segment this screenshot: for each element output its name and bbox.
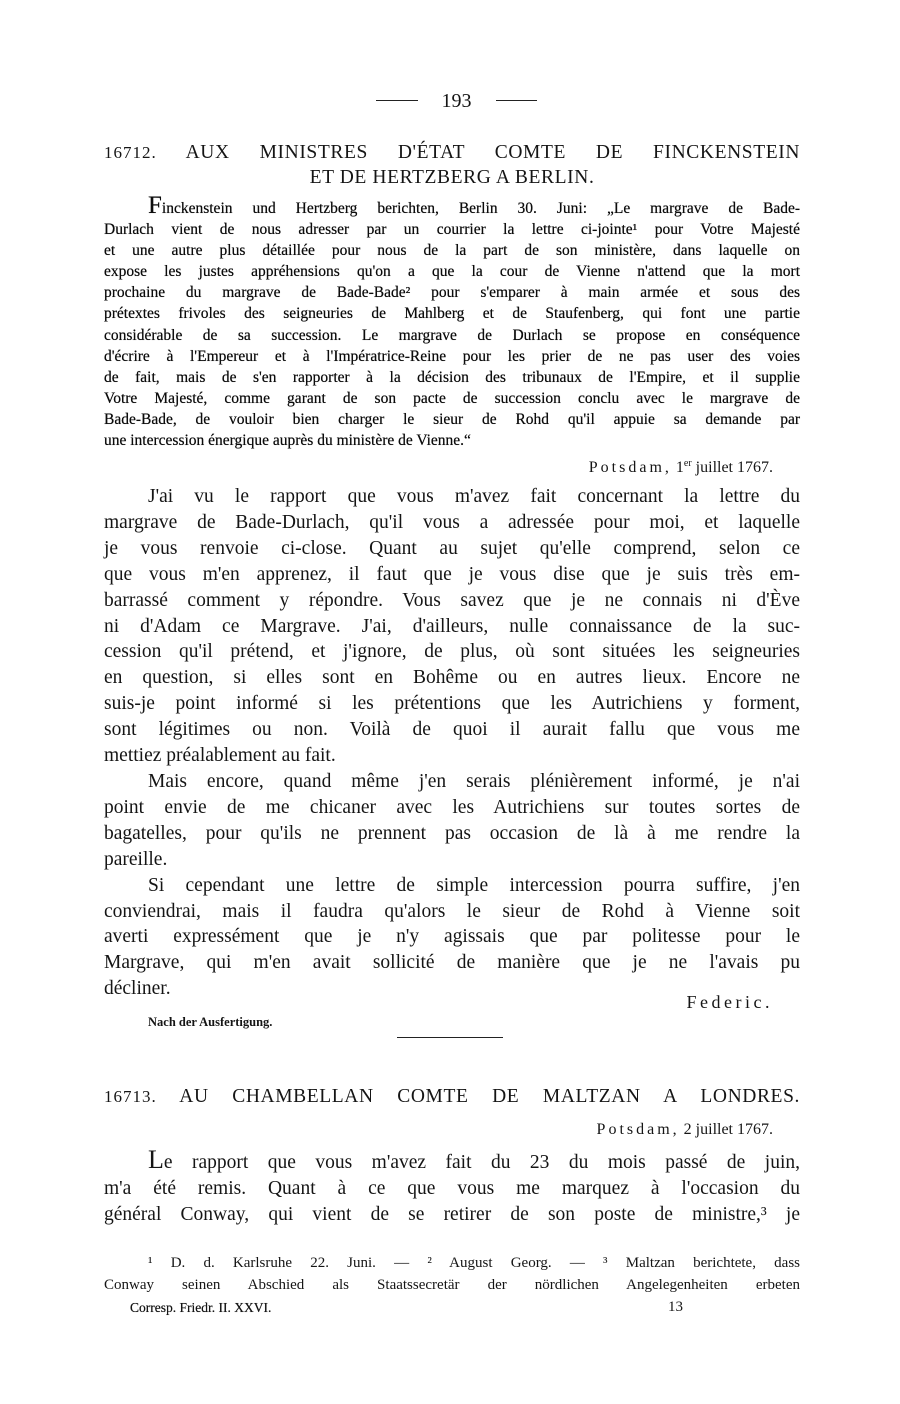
body-line-text: Margrave, qui m'en avait sollicité de manière que je ne l'avais pu	[104, 952, 800, 974]
dateline	[589, 457, 773, 479]
body-line	[148, 1147, 800, 1176]
letter-16712-heading	[104, 141, 800, 165]
summary-paragraph	[104, 192, 800, 451]
letter-16712-heading-line-2: ET DE HERTZBERG A BERLIN.	[309, 167, 595, 188]
body-line	[104, 795, 800, 821]
summary-line	[104, 388, 800, 409]
heading-line-text	[104, 142, 800, 163]
summary-line-text: Durlach vient de nous adresser par un courrier la lettre ci-jointe¹ pour Votre Majesté	[104, 221, 800, 239]
letter-heading-text: AU CHAMBELLAN COMTE DE MALTZAN A LONDRES.	[179, 1086, 800, 1107]
body-line-text: point envie de me chicaner avec les Autrichiens sur toutes sortes de	[104, 796, 800, 818]
body-line-text: bagatelles, pour qu'ils ne prennent pas occasion de là à me rendre la	[104, 822, 800, 844]
body-line-text: décliner.	[104, 978, 171, 1000]
body-line	[104, 536, 800, 562]
body-line	[104, 691, 800, 717]
body-line-text: général Conway, qui vient de se retirer de son poste de ministre,³ je	[104, 1204, 800, 1225]
body-line	[148, 769, 800, 795]
body-line-text: Mais encore, quand même j'en serais plénièrement informé, je n'ai	[148, 770, 800, 792]
header-dash-right	[496, 100, 537, 101]
body-line-text: ni d'Adam ce Margrave. J'ai, d'ailleurs, nulle connaissance de la suc-	[104, 615, 800, 637]
body-line-text: averti expressément que je n'y agissais que par politesse pour le	[104, 926, 800, 948]
footnote-line-text: ¹ D. d. Karlsruhe 22. Juni. — ² August Georg. — ³ Maltzan berichtete, dass	[148, 1255, 800, 1271]
summary-line-text: Bade-Bade, de vouloir bien charger le sieur de Rohd qu'il appuie sa demande par	[104, 410, 800, 428]
summary-line	[104, 430, 800, 451]
footnote-line	[148, 1252, 800, 1274]
section-rule	[397, 1037, 503, 1038]
body-line-text: barrassé comment y répondre. Vous savez que je ne connais ni d'Ève	[104, 589, 800, 611]
body-line	[104, 510, 800, 536]
summary-line-text: considérable de sa succession. Le margrave de Durlach se propose en conséquence	[104, 326, 800, 344]
footer-sheet-number: 13	[668, 1299, 683, 1315]
footnote-line	[104, 1274, 800, 1296]
summary-line-text: et une autre plus détaillée pour nous de la part de son ministère, dans laquelle on	[104, 242, 800, 260]
dateline	[597, 1119, 773, 1141]
body-line	[104, 950, 800, 976]
body-line	[104, 639, 800, 665]
dateline-place: Potsdam,	[596, 1121, 680, 1138]
summary-line	[104, 367, 800, 388]
summary-line	[104, 282, 800, 303]
body-line-text: mettiez préalablement au fait.	[104, 745, 336, 767]
letter-number: 16712.	[104, 143, 157, 162]
body-line	[104, 1176, 800, 1202]
body-line-text: en question, si elles sont en Bohême ou en autres lieux. Encore ne	[104, 667, 800, 689]
summary-line-text: d'écrire à l'Empereur et à l'Impératrice-Reine pour les prier de ne pas user des voies	[104, 347, 800, 365]
body-line-text: conviendrai, mais il faudra qu'alors le sieur de Rohd à Vienne soit	[104, 900, 800, 922]
letter-number: 16713.	[104, 1087, 157, 1106]
body-line	[104, 665, 800, 691]
letter-16712-body	[104, 484, 800, 1002]
dateline-day: 1	[675, 459, 684, 476]
body-line	[104, 717, 800, 743]
signature: Federic.	[686, 992, 773, 1012]
body-line	[104, 743, 800, 769]
page-number: 193	[441, 90, 472, 112]
summary-line-text: de fait, mais de s'en rapporter à la décision des tribunaux de l'Empire, et il supplie	[104, 368, 800, 386]
dateline-place: Potsdam,	[588, 459, 672, 476]
heading-line-text	[104, 1086, 800, 1107]
body-line	[104, 1202, 800, 1228]
body-line	[148, 484, 800, 510]
body-line	[104, 562, 800, 588]
summary-line-text: prétextes frivoles des seigneuries de Mahlberg et de Staufenberg, qui font une partie	[104, 305, 800, 323]
body-line	[104, 847, 800, 873]
source-note: Nach der Ausfertigung.	[148, 1015, 273, 1029]
footer-signature-mark: Corresp. Friedr. II. XXVI.	[130, 1300, 272, 1315]
summary-line-text: une intercession énergique auprès du ministère de Vienne.“	[104, 432, 471, 450]
body-line-text: J'ai vu le rapport que vous m'avez fait concernant la lettre du	[148, 486, 800, 507]
summary-line-text: Votre Majesté, comme garant de son pacte de succession conclu avec le margrave de	[104, 389, 800, 407]
body-line	[148, 873, 800, 899]
body-line-text: que vous m'en apprenez, il faut que je vous dise que je suis très em-	[104, 563, 800, 585]
summary-line-text: prochaine du margrave de Bade-Bade² pour s'emparer à main armée et sous des	[104, 284, 800, 302]
body-line	[104, 821, 800, 847]
summary-line	[104, 240, 800, 261]
body-line	[104, 899, 800, 925]
summary-line	[104, 325, 800, 346]
summary-line	[104, 261, 800, 282]
footnote-line-text: Conway seinen Abschied als Staatssecretär der nördlichen Angelegenheiten erbeten	[104, 1277, 800, 1293]
body-line-text: margrave de Bade-Durlach, qu'il vous a adressée pour moi, et laquelle	[104, 511, 800, 533]
dateline-day-suffix: er	[683, 458, 692, 469]
letter-heading-text: AUX MINISTRES D'ÉTAT COMTE DE FINCKENSTEIN	[185, 142, 801, 163]
dateline-month-year: juillet 1767.	[695, 459, 773, 476]
body-line	[104, 614, 800, 640]
body-line-text: Le rapport que vous m'avez fait du 23 du mois passé de juin,	[148, 1145, 800, 1174]
body-line-text: cession qu'il prétend, et j'ignore, de plus, où sont situées les seigneuries	[104, 641, 800, 663]
summary-line	[148, 192, 800, 219]
summary-line	[104, 219, 800, 240]
body-line-text: Si cependant une lettre de simple intercession pourra suffire, j'en	[148, 874, 800, 896]
summary-line	[104, 409, 800, 430]
body-line-text: je vous renvoie ci-close. Quant au sujet qu'elle comprend, selon ce	[104, 537, 800, 559]
footnotes	[104, 1252, 800, 1296]
body-line-text: pareille.	[104, 848, 168, 870]
dateline-date: 2 juillet 1767.	[683, 1121, 773, 1138]
summary-line-text: expose les justes appréhensions qu'on a que la cour de Vienne n'attend que la mort	[104, 263, 800, 281]
letter-16713-heading	[104, 1085, 800, 1109]
summary-line-text: Finckenstein und Hertzberg berichten, Berlin 30. Juni: „Le margrave de Bade-	[148, 192, 800, 219]
body-line	[104, 924, 800, 950]
body-line-text: m'a été remis. Quant à ce que vous me marquez à l'occasion du	[104, 1178, 800, 1199]
body-line	[104, 588, 800, 614]
summary-line	[104, 303, 800, 324]
page-header	[376, 89, 537, 113]
letter-16713-body	[104, 1147, 800, 1228]
summary-line	[104, 346, 800, 367]
body-line-text: suis-je point informé si les prétentions que les Autrichiens y forment,	[104, 693, 800, 715]
body-line-text: sont légitimes ou non. Voilà de quoi il aurait fallu que vous me	[104, 719, 800, 741]
